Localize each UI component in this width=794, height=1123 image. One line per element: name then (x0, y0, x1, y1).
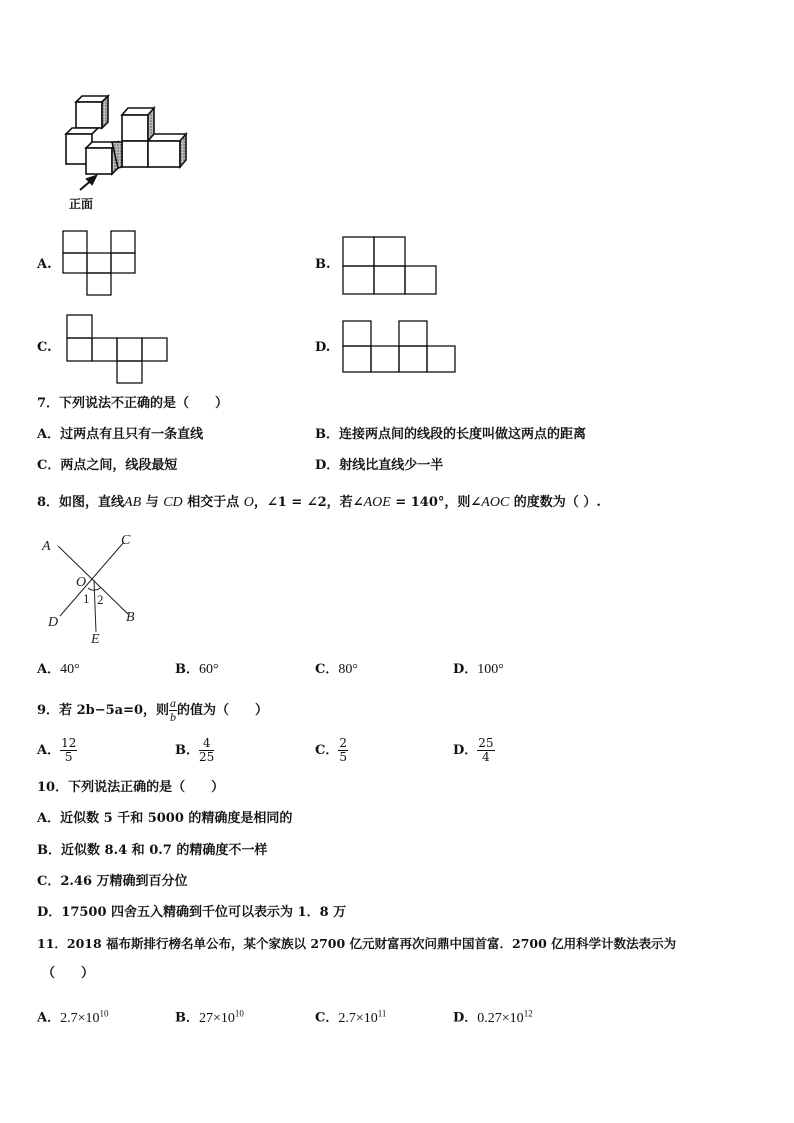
q7-stem: 7．下列说法不正确的是（ ） (37, 396, 229, 411)
q7-option-a: A．过两点有且只有一条直线 (37, 427, 204, 442)
q8-label-d: D (48, 615, 59, 630)
q8-label-e: E (91, 632, 100, 647)
q11-stem: 11．2018 福布斯排行榜名单公布，某个家族以 2700 亿元财富再次问鼎中国首富．2700 亿用科学计数法表示为 (37, 936, 677, 951)
q8-angle-1: 1 (83, 591, 90, 606)
q8-label-c: C (121, 533, 131, 548)
front-label: 正面 (69, 197, 94, 211)
q7-option-b: B．连接两点间的线段的长度叫做这两点的距离 (315, 427, 587, 442)
q9-option-c: C． $\frac{2}{5}$ (315, 736, 347, 764)
q10-option-a: A．近似数 5 千和 5000 的精确度是相同的 (37, 811, 293, 826)
q8-label-b: B (126, 610, 135, 625)
q9-option-a: A． $\frac{12}{5}$ (37, 736, 77, 764)
q6-option-b-label: B. (315, 257, 331, 272)
q9-option-b: B． $\frac{4}{25}$ (175, 736, 215, 764)
q8-angle-2: 2 (97, 592, 104, 607)
q7-option-d: D．射线比直线少一半 (315, 458, 444, 473)
q8-option-d: D．100° (453, 662, 504, 677)
q6-option-c-label: C. (37, 340, 52, 355)
q8-option-a: A．40° (37, 662, 80, 677)
q8-option-b: B．60° (175, 662, 219, 677)
q6-option-c-figure (66, 314, 172, 386)
q6-option-a-figure (62, 230, 138, 298)
q10-option-b: B．近似数 8.4 和 0.7 的精确度不一样 (37, 843, 268, 858)
q7-option-c: C．两点之间，线段最短 (37, 458, 178, 473)
q6-option-d-figure (342, 320, 460, 376)
q9-stem: 9．若 2b−5a=0，则 $\frac{a}{b}$ 的值为（ ） (37, 696, 269, 724)
q10-option-c: C．2.46 万精确到百分位 (37, 874, 188, 889)
q8-line-figure (36, 530, 146, 650)
q6-option-a-label: A. (37, 257, 52, 272)
q10-option-d: D．17500 四舍五入精确到千位可以表示为 1．8 万 (37, 905, 347, 920)
q8-stem: 8．如图，直线AB 与 CD 相交于点 O，∠1 = ∠2，若∠AOE = 140°，则∠AOC 的度数为（ ）. (37, 495, 601, 510)
q8-option-c: C．80° (315, 662, 358, 677)
front-arrow (80, 176, 96, 190)
q11-option-d: D．$0.27\times 10^{12}$ (453, 1008, 533, 1026)
q11-option-c: C．$2.7\times 10^{11}$ (315, 1008, 387, 1026)
q8-label-o: O (76, 575, 87, 590)
q8-label-a: A (42, 539, 51, 554)
q9-option-d: D． $\frac{25}{4}$ (453, 736, 494, 764)
q6-option-b-figure (342, 236, 440, 298)
q11-option-b: B．$27\times 10^{10}$ (175, 1008, 244, 1026)
q10-stem: 10．下列说法正确的是（ ） (37, 780, 225, 795)
q6-option-d-label: D. (315, 340, 331, 355)
q11-option-a: A．$2.7\times 10^{10}$ (37, 1008, 109, 1026)
q11-stem-continuation: （ ） (42, 966, 95, 981)
